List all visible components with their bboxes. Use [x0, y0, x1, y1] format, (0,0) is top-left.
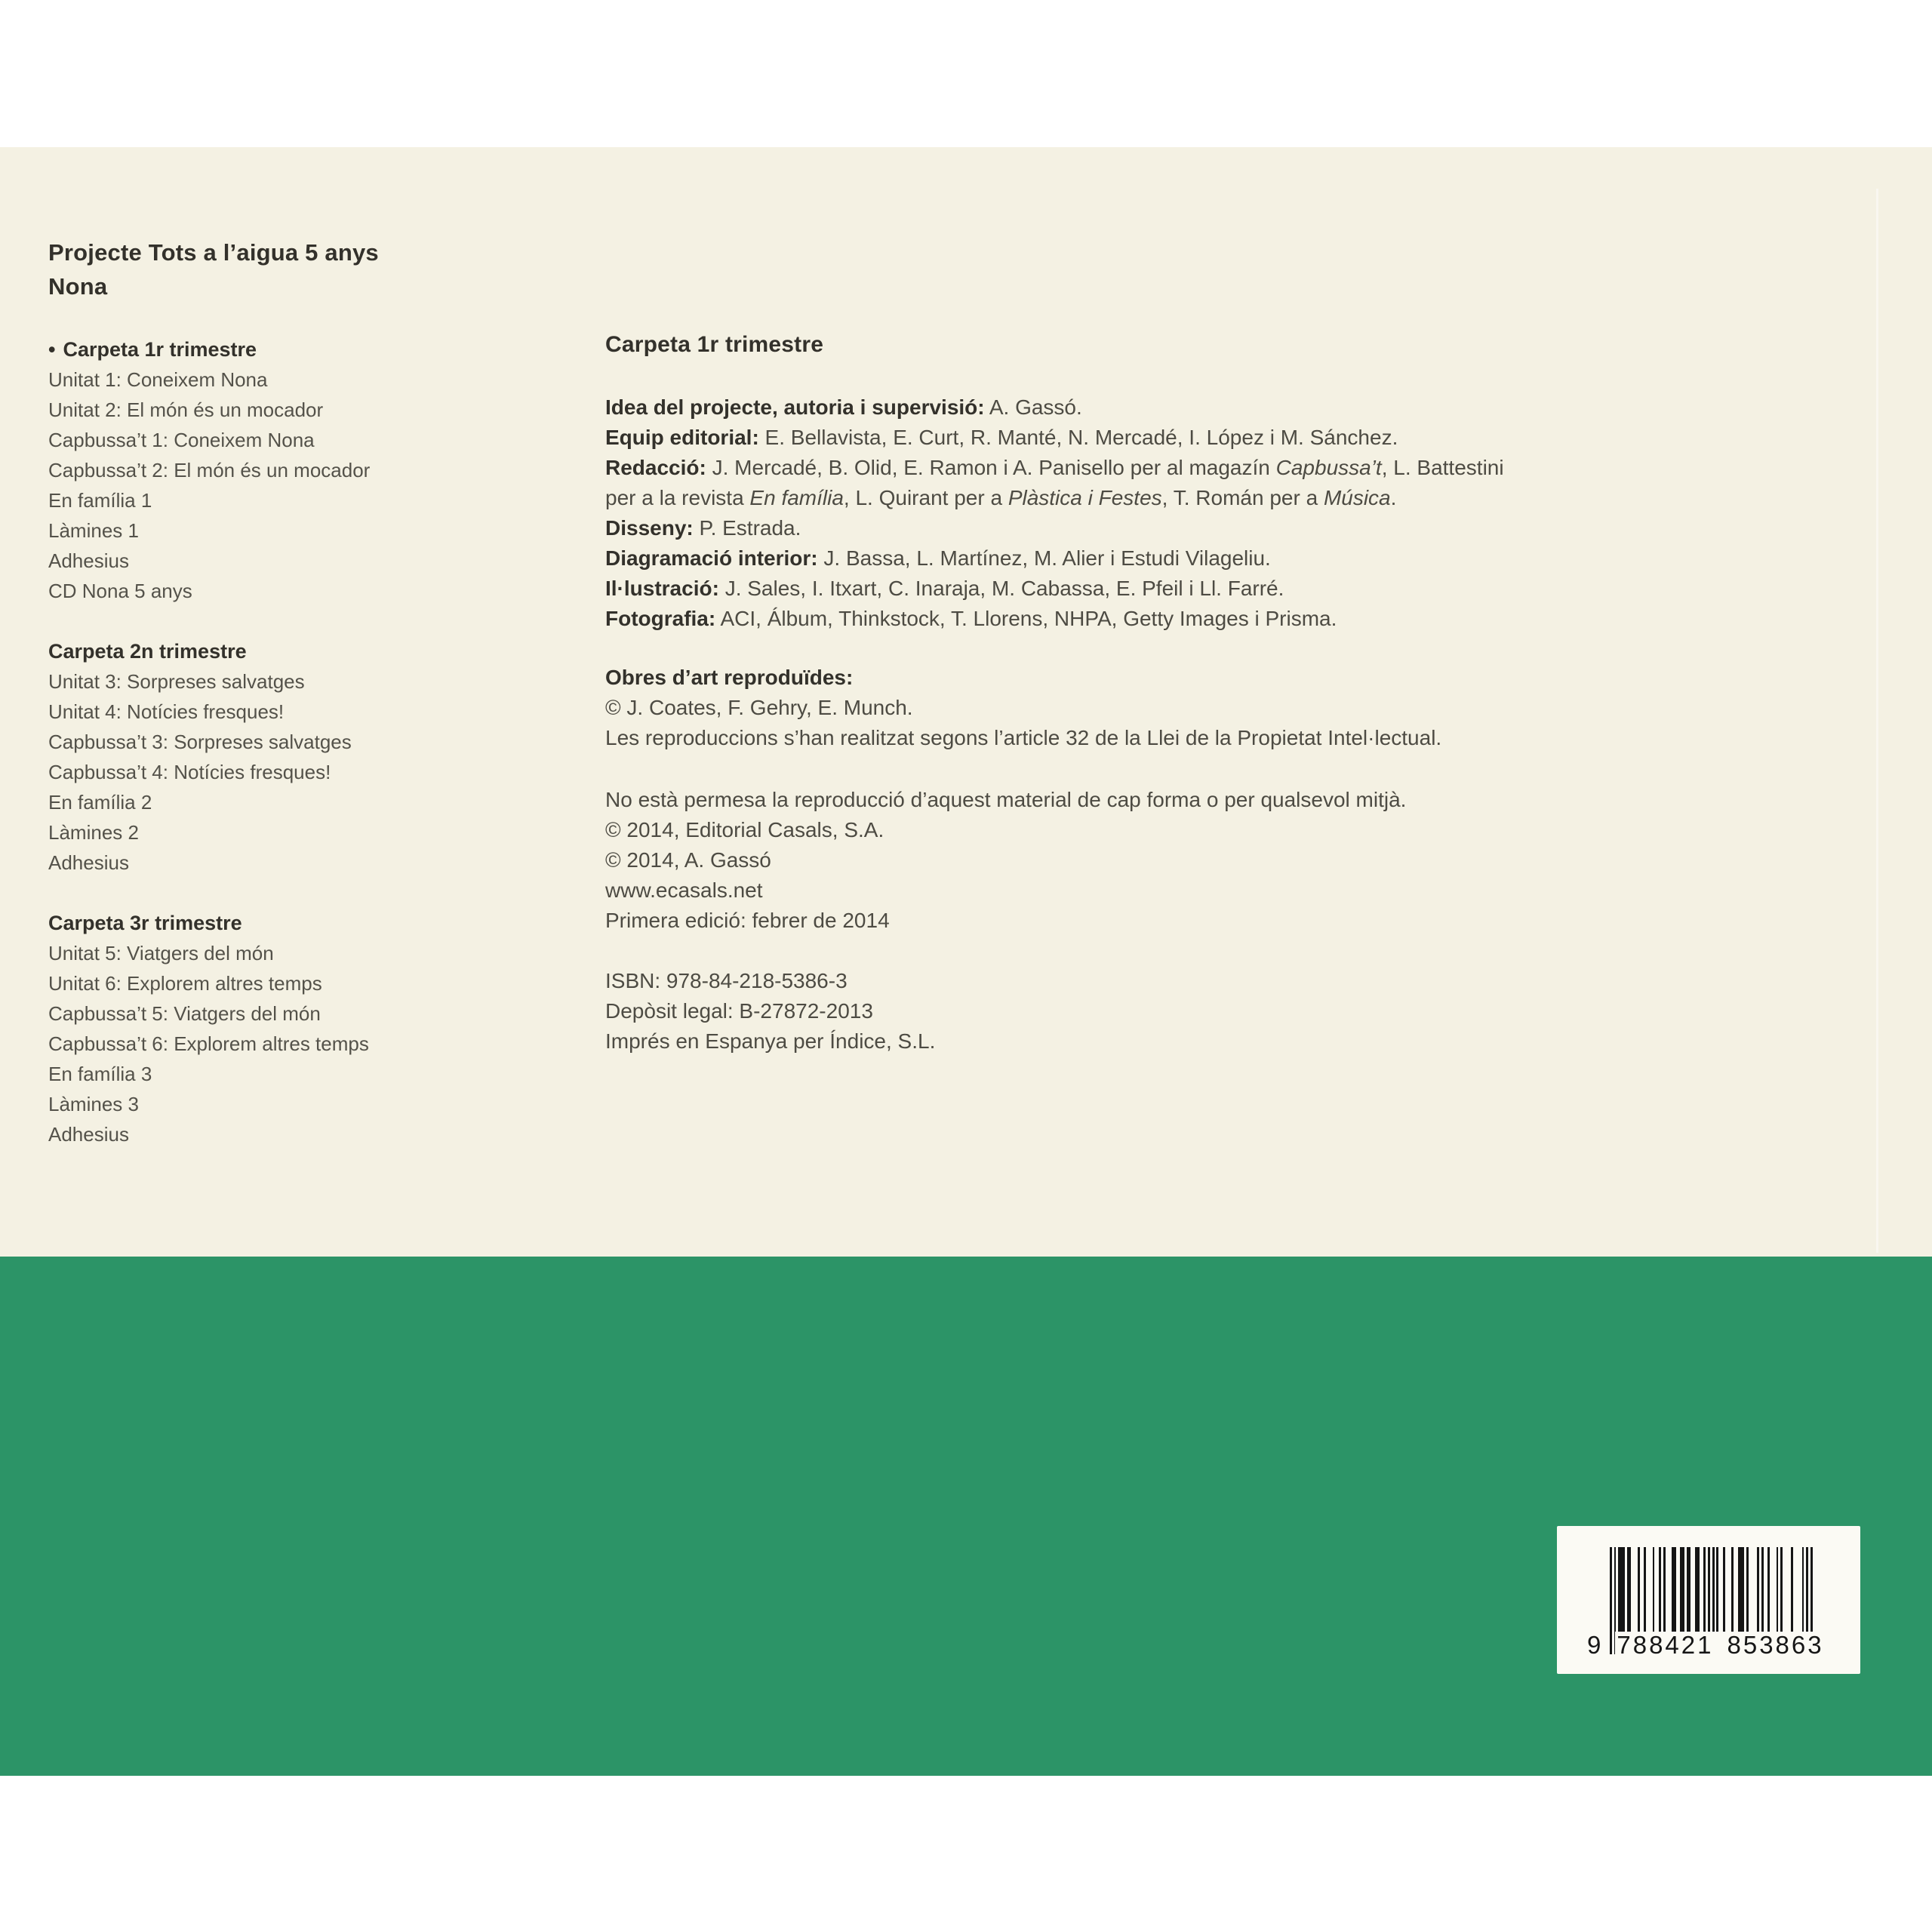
legal-line: No està permesa la reproducció d’aquest material de cap forma o per qualsevol mitjà.: [605, 788, 1407, 811]
text-segment: Capbussa’t: [1275, 456, 1382, 479]
project-title-line2: Nona: [48, 273, 108, 300]
toc-item: Capbussa’t 3: Sorpreses salvatges: [48, 731, 352, 753]
bullet-marker: •: [48, 338, 56, 361]
legal-line: Primera edició: febrer de 2014: [605, 909, 890, 932]
cover-crease: [1876, 189, 1878, 1253]
toc-item: Unitat 6: Explorem altres temps: [48, 972, 322, 995]
barcode-number: [1586, 1632, 1826, 1659]
toc-item: Capbussa’t 2: El món és un mocador: [48, 459, 371, 481]
project-title: [48, 235, 379, 303]
text-segment: per a la revista: [605, 486, 750, 509]
text-segment: E. Bellavista, E. Curt, R. Manté, N. Mercadé, I. López i M. Sánchez.: [758, 426, 1398, 449]
text-segment: Il·lustració:: [605, 577, 719, 600]
toc-item: Unitat 5: Viatgers del món: [48, 942, 274, 964]
toc-item: Unitat 2: El món és un mocador: [48, 398, 324, 421]
text-segment: Equip editorial:: [605, 426, 759, 449]
legal-block: [605, 785, 1406, 936]
credit-line: [605, 513, 1504, 543]
text-segment: J. Sales, I. Itxart, C. Inaraja, M. Cabassa, E. Pfeil i Ll. Farré.: [718, 577, 1284, 600]
credit-line: [605, 423, 1504, 453]
toc-item: Capbussa’t 6: Explorem altres temps: [48, 1032, 369, 1055]
text-segment: En família: [749, 486, 844, 509]
legal-line: © 2014, Editorial Casals, S.A.: [605, 818, 884, 841]
toc-item: Unitat 1: Coneixem Nona: [48, 368, 268, 391]
text-segment: Música: [1323, 486, 1391, 509]
legal-line: © 2014, A. Gassó: [605, 848, 771, 872]
credit-line: [605, 543, 1504, 574]
print-info-block: [605, 966, 935, 1057]
barcode-label: [1557, 1526, 1860, 1674]
artworks-line: © J. Coates, F. Gehry, E. Munch.: [605, 696, 913, 719]
text-segment: Redacció:: [605, 456, 706, 479]
text-segment: , L. Quirant per a: [843, 486, 1008, 509]
colophon-heading: Carpeta 1r trimestre: [605, 332, 824, 357]
isbn-line: ISBN: 978-84-218-5386-3: [605, 969, 848, 992]
credit-line: [605, 453, 1504, 483]
toc-section-3: [48, 908, 369, 1149]
toc-item: Unitat 3: Sorpreses salvatges: [48, 670, 305, 693]
credit-line: [605, 392, 1504, 423]
toc-section-3-heading: Carpeta 3r trimestre: [48, 912, 242, 934]
artworks-heading: Obres d’art reproduïdes:: [605, 666, 854, 689]
credits-block: [605, 392, 1504, 634]
toc-item: En família 1: [48, 489, 152, 512]
toc-item: Làmines 1: [48, 519, 139, 542]
text-segment: P. Estrada.: [693, 516, 801, 540]
text-segment: Plàstica i Festes: [1008, 486, 1162, 509]
text-segment: Idea del projecte, autoria i supervisió:: [605, 395, 985, 419]
toc-item: En família 3: [48, 1063, 152, 1085]
credit-line: [605, 604, 1504, 634]
artworks-line: Les reproduccions s’han realitzat segons l’article 32 de la Llei de la Propietat Intel·lectual.: [605, 726, 1442, 749]
toc-section-1: [48, 334, 370, 606]
toc-item: CD Nona 5 anys: [48, 580, 192, 602]
barcode-digit-group: 788421: [1617, 1631, 1714, 1659]
toc-item: Adhesius: [48, 851, 129, 874]
text-segment: ACI, Álbum, Thinkstock, T. Llorens, NHPA, Getty Images i Prisma.: [715, 607, 1337, 630]
deposit-line: Depòsit legal: B-27872-2013: [605, 999, 873, 1023]
text-segment: Fotografia:: [605, 607, 716, 630]
toc-item: Unitat 4: Notícies fresques!: [48, 700, 285, 723]
text-segment: A. Gassó.: [984, 395, 1082, 419]
project-title-line1: Projecte Tots a l’aigua 5 anys: [48, 239, 379, 266]
text-segment: J. Bassa, L. Martínez, M. Alier i Estudi Vilageliu.: [817, 546, 1271, 570]
toc-section-2-heading: Carpeta 2n trimestre: [48, 640, 247, 663]
toc-section-2: [48, 636, 352, 878]
toc-item: Capbussa’t 1: Coneixem Nona: [48, 429, 315, 451]
credit-line: [605, 574, 1504, 604]
barcode-digit-group: 853863: [1727, 1631, 1824, 1659]
text-segment: .: [1390, 486, 1397, 509]
website-text: www.ecasals.net: [605, 878, 763, 902]
printer-line: Imprés en Espanya per Índice, S.L.: [605, 1029, 936, 1053]
toc-section-1-heading: • Carpeta 1r trimestre: [48, 338, 257, 361]
barcode-digit-group: 9: [1587, 1631, 1604, 1659]
credit-line: [605, 483, 1504, 513]
toc-item: Làmines 3: [48, 1093, 139, 1115]
toc-item: Capbussa’t 5: Viatgers del món: [48, 1002, 321, 1025]
toc-item: Adhesius: [48, 549, 129, 572]
text-segment: J. Mercadé, B. Olid, E. Ramon i A. Panisello per al magazín: [706, 456, 1276, 479]
toc-item: Adhesius: [48, 1123, 129, 1146]
toc-item: Làmines 2: [48, 821, 139, 844]
text-segment: Disseny:: [605, 516, 694, 540]
toc-item: En família 2: [48, 791, 152, 814]
artworks-block: [605, 663, 1441, 753]
text-segment: , T. Román per a: [1161, 486, 1324, 509]
text-segment: Diagramació interior:: [605, 546, 818, 570]
toc-item: Capbussa’t 4: Notícies fresques!: [48, 761, 331, 783]
cover-green-panel: [0, 1257, 1932, 1776]
text-segment: , L. Battestini: [1381, 456, 1504, 479]
